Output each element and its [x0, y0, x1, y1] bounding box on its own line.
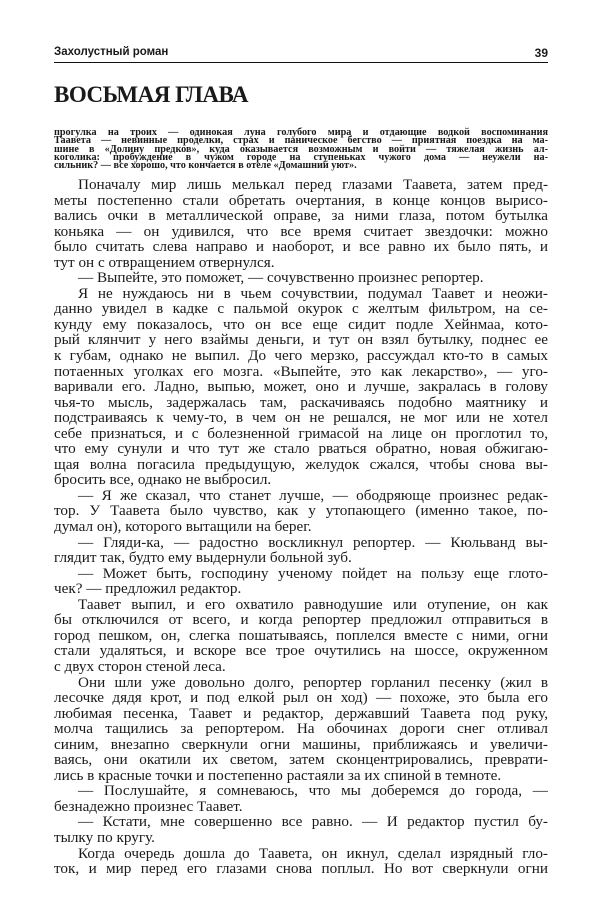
- paragraph: [54, 846, 548, 877]
- text-line: Таавет выпил, и его охватило равнодушие или отупение, он как: [78, 595, 548, 613]
- text-line: стали удаляться, и вскоре все трое очутились на шоссе, окруженном: [54, 642, 548, 660]
- chapter-title: ВОСЬМАЯ ГЛАВА: [54, 82, 248, 107]
- text-line: вались очки в металлической оправе, за ними глаза, потом бутылка: [54, 207, 548, 225]
- text-line: что ему сунули и что тут же стало рваться обратно, новая обжигаю-: [54, 440, 548, 458]
- text-line: любимая песенка, Таавет и редактор, державший Таавета под руку,: [54, 704, 548, 722]
- text-line: с двух сторон стеной леса.: [54, 657, 226, 675]
- body-text: [54, 177, 548, 877]
- page-number: 39: [534, 46, 548, 60]
- paragraph: [54, 566, 548, 597]
- text-line: — Гляди-ка, — радостно воскликнул репортер. — Кюльванд вы-: [78, 533, 548, 551]
- text-line: потаенных уголках его мозга. «Выпейте, это как лекарство», — уго-: [54, 362, 548, 380]
- synopsis-line: прогулка на троих — одинокая луна голубого мира и отдающие водкой воспоминания: [54, 127, 548, 138]
- synopsis-line: Таавета — невинные проделки, страх и паническое бегство — приятная поездка на ма-: [54, 135, 548, 147]
- text-line: лись в красные точки и постепенно растаяли за их спиной в темноте.: [54, 766, 502, 784]
- text-line: город пешком, он, слегка пошатываясь, поплелся вместе с ними, огни: [54, 626, 548, 644]
- text-line: чек? — предложил редактор.: [54, 580, 242, 598]
- text-line: данно увидел в кадке с пальмой окурок с желтым фильтром, на се-: [54, 300, 548, 318]
- running-title: Захолустный роман: [54, 46, 169, 58]
- text-line: бросить все, однако не выбросил.: [54, 471, 272, 489]
- text-line: бы отключился от всего, и когда репортер предложил отправиться в: [54, 611, 548, 629]
- text-line: Я не нуждаюсь ни в чьем сочувствии, подумал Таавет и неожи-: [78, 284, 548, 302]
- paragraph: [54, 286, 548, 488]
- text-line: — Выпейте, это поможет, — сочувственно произнес репортер.: [78, 269, 484, 287]
- text-line: меты постепенно стали обретать очертания, в конце концов вырисо-: [54, 191, 548, 209]
- text-line: тор. У Таавета было чувство, как у утопающего (именно такое, по-: [54, 502, 548, 520]
- text-line: Они шли уже довольно долго, репортер горланил песенку (жил в: [78, 673, 548, 691]
- text-line: ток, и мир перед его глазами снова поплыл. Но вот сверкнули огни: [54, 860, 548, 878]
- text-line: лесочке дядя крот, и под елкой рыл он ход) — похоже, это была его: [54, 689, 548, 707]
- text-line: — Кстати, мне совершенно все равно. — И редактор пустил бу-: [78, 813, 548, 831]
- text-line: было считать слева направо и наоборот, и все равно их было пять, и: [54, 238, 548, 256]
- paragraph: [54, 814, 548, 845]
- text-line: тылку по кругу.: [54, 828, 155, 846]
- text-line: ваясь, они окатили их светом, затем сконцентрировались, преврати-: [54, 751, 548, 769]
- text-line: синим, внезапно сверкнули огни машины, приближаясь и увеличи-: [54, 735, 548, 753]
- chapter-synopsis: [54, 129, 548, 170]
- text-line: — Может быть, господину ученому пойдет на пользу еще глото-: [78, 564, 548, 582]
- text-line: — Я же сказал, что станет лучше, — ободряюще произнес редак-: [78, 486, 548, 504]
- text-line: щая волна погасила предыдущую, желудок сжался, чтобы снова вы-: [54, 455, 548, 473]
- paragraph: [54, 270, 548, 286]
- text-line: Поначалу мир лишь мелькал перед глазами Таавета, затем пред-: [78, 176, 548, 193]
- text-line: — Послушайте, я сомневаюсь, что мы доберемся до города, —: [78, 782, 548, 800]
- text-line: к губам, однако не выпил. До чего мерзко, рассуждал кто-то в самых: [54, 347, 548, 365]
- text-line: варивали его. Ладно, выпью, может, оно и лучше, закралась в голову: [54, 378, 548, 396]
- text-line: Когда очередь дошла до Таавета, он икнул, сделал изрядный гло-: [78, 844, 548, 862]
- text-line: кунду ему показалось, что он все еще сидит подле Хейнмаа, кото-: [54, 315, 548, 333]
- paragraph: [54, 597, 548, 675]
- paragraph: [54, 488, 548, 535]
- text-line: безнадежно произнес Таавет.: [54, 797, 243, 815]
- synopsis-line: шине в «Долину предков», куда оказывается возможным и войти — тяжелая жизнь ал-: [54, 143, 548, 155]
- text-line: чья-то мысль, задержалась там, раскачиваясь подобно маятнику и: [54, 393, 548, 411]
- synopsis-line: коголика: пробуждение в чужом городе на ступеньках чужого дома — неужели на-: [54, 151, 548, 163]
- running-header: [54, 46, 548, 63]
- synopsis-line: сильник? — все хорошо, что кончается в отеле «Домашний уют».: [54, 160, 357, 172]
- text-line: подстраиваясь к чему-то, в чем он не решался, не мог или не хотел: [54, 409, 548, 427]
- text-line: думал он), которого вытащили на берег.: [54, 518, 312, 536]
- text-line: тут он с отвращением отвернулся.: [54, 253, 275, 271]
- paragraph: [54, 177, 548, 270]
- text-line: коньяка — он удивился, что все время считает звездочки: можно: [54, 222, 548, 240]
- text-line: рый клянчит у него взаймы деньги, и тут он взял бутылку, поднес ее: [54, 331, 548, 349]
- paragraph: [54, 535, 548, 566]
- paragraph: [54, 783, 548, 814]
- paragraph: [54, 675, 548, 784]
- text-line: глядит так, будто ему выдернули больной зуб.: [54, 549, 352, 567]
- text-line: молча тащились за репортером. На обочинах дороги снег отливал: [54, 720, 548, 738]
- text-line: себе признаться, и с болезненной гримасой на лице он проглотил то,: [54, 424, 548, 442]
